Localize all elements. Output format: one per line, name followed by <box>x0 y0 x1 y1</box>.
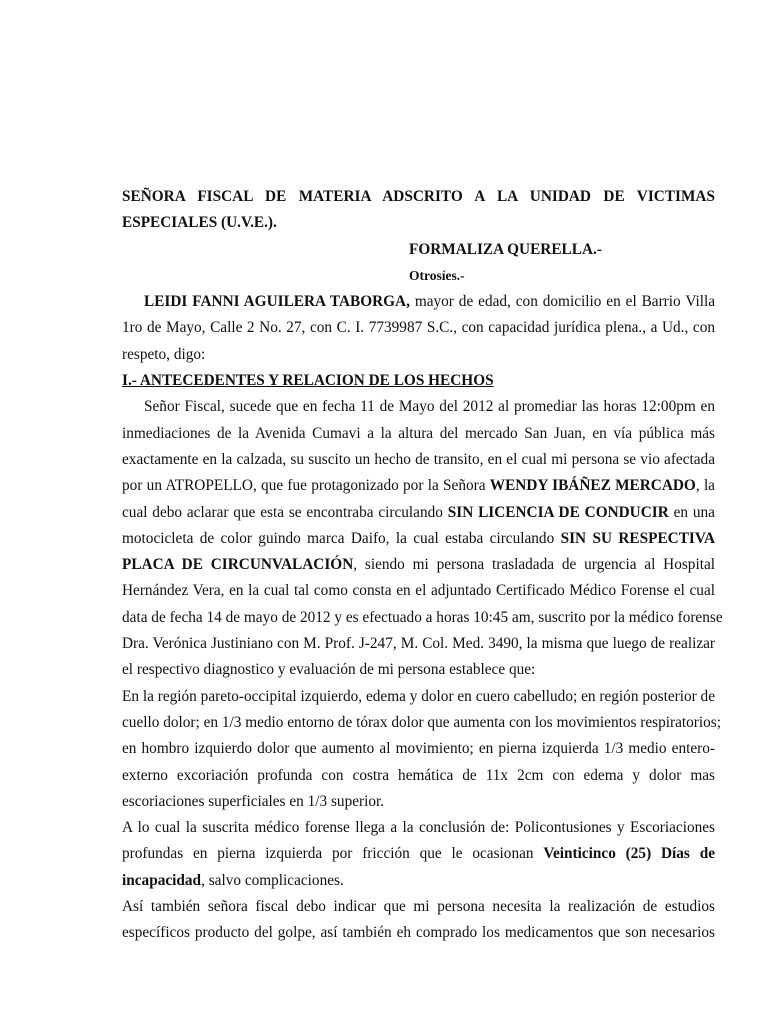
incapacity-days: Veinticinco (25) Días de <box>543 845 715 863</box>
facts-text: motocicleta de color guindo marca Daifo, la cual estaba circulando <box>122 529 561 547</box>
diagnosis-line-3: en hombro izquierdo dolor que aumento al movimiento; en pierna izquierda 1/3 medio entero- <box>122 740 715 758</box>
emphasis-text: SIN LICENCIA DE CONDUCIR <box>447 503 669 521</box>
expenses-line-1: Así también señora fiscal debo indicar que mi persona necesita la realización de estudios <box>122 898 715 916</box>
intro-text: mayor de edad, con domicilio en el Barrio Villa <box>409 293 715 311</box>
conclusion-line-1: A lo cual la suscrita médico forense llega a la conclusión de: Policontusiones y Escoriaciones <box>122 819 715 837</box>
conclusion-line-3 <box>122 868 715 894</box>
facts-line-9: data de fecha 14 de mayo de 2012 y es efectuado a horas 10:45 am, suscrito por la médico forense <box>122 608 723 626</box>
facts-line-1: Señor Fiscal, sucede que en fecha 11 de Mayo del 2012 al promediar las horas 12:00pm en <box>144 398 715 416</box>
addressee-line-2: ESPECIALES (U.V.E.). <box>122 214 277 232</box>
facts-text: en una <box>668 503 715 521</box>
document-body <box>122 184 723 947</box>
section-title <box>122 368 715 394</box>
incapacity-label: incapacidad <box>122 871 202 889</box>
facts-text: por un ATROPELLO, que fue protagonizado por la Señora <box>122 477 490 495</box>
facts-line-10: Dra. Verónica Justiniano con M. Prof. J-247, M. Col. Med. 3490, la misma que luego de realizar <box>122 635 715 653</box>
intro-line-1 <box>122 289 715 315</box>
facts-line-11: el respectivo diagnostico y evaluación de mi persona establece que: <box>122 661 536 679</box>
facts-line-8: Hernández Vera, en la cual tal como consta en el adjuntado Certificado Médico Forense el cual <box>122 582 715 600</box>
expenses-line-2: específicos producto del golpe, así también eh comprado los medicamentos que son necesarios <box>122 924 715 942</box>
intro-line-3: respeto, digo: <box>122 345 206 363</box>
document-title: FORMALIZA QUERELLA.- <box>409 240 602 258</box>
facts-line-7 <box>122 552 715 578</box>
section-title-text: I.- ANTECEDENTES Y RELACION DE LOS HECHOS <box>122 372 494 390</box>
facts-line-4 <box>122 473 715 499</box>
otrosies-label: Otrosíes.- <box>409 267 465 283</box>
conclusion-line-2 <box>122 841 715 867</box>
conclusion-text: profundas en pierna izquierda por fricción que le ocasionan <box>122 845 544 863</box>
diagnosis-line-5: escoriaciones superficiales en 1/3 superior. <box>122 792 385 810</box>
diagnosis-line-1: En la región pareto-occipital izquierdo, edema y dolor en cuero cabelludo; en región posterior de <box>122 687 715 705</box>
emphasis-text: SIN SU RESPECTIVA <box>560 529 715 547</box>
defendant-name: WENDY IBÁÑEZ MERCADO <box>489 477 696 495</box>
conclusion-text: , salvo complicaciones. <box>201 871 344 889</box>
addressee-line-1: SEÑORA FISCAL DE MATERIA ADSCRITO A LA UNIDAD DE VICTIMAS <box>122 188 715 205</box>
facts-text: , la <box>695 477 715 495</box>
diagnosis-line-4: externo excoriación profunda con costra hemática de 11x 2cm con edema y dolor mas <box>122 766 715 784</box>
emphasis-text: PLACA DE CIRCUNVALACIÓN <box>122 556 354 574</box>
facts-text: , siendo mi persona trasladada de urgencia al Hospital <box>353 556 715 574</box>
facts-line-5 <box>122 500 715 526</box>
facts-line-6 <box>122 526 715 552</box>
facts-line-3: exactamente en la calzada, su suscito un hecho de transito, en el cual mi persona se vio afectada <box>122 450 715 468</box>
plaintiff-name: LEIDI FANNI AGUILERA TABORGA, <box>144 293 410 311</box>
facts-text: cual debo aclarar que esta se encontraba circulando <box>122 503 448 521</box>
facts-line-2: inmediaciones de la Avenida Cumavi a la altura del mercado San Juan, en vía pública más <box>122 424 715 442</box>
diagnosis-line-2: cuello dolor; en 1/3 medio entorno de tórax dolor que aumenta con los movimientos respiratorios; <box>122 713 721 731</box>
intro-line-2: 1ro de Mayo, Calle 2 No. 27, con C. I. 7739987 S.C., con capacidad jurídica plena., a Ud., con <box>122 319 715 337</box>
